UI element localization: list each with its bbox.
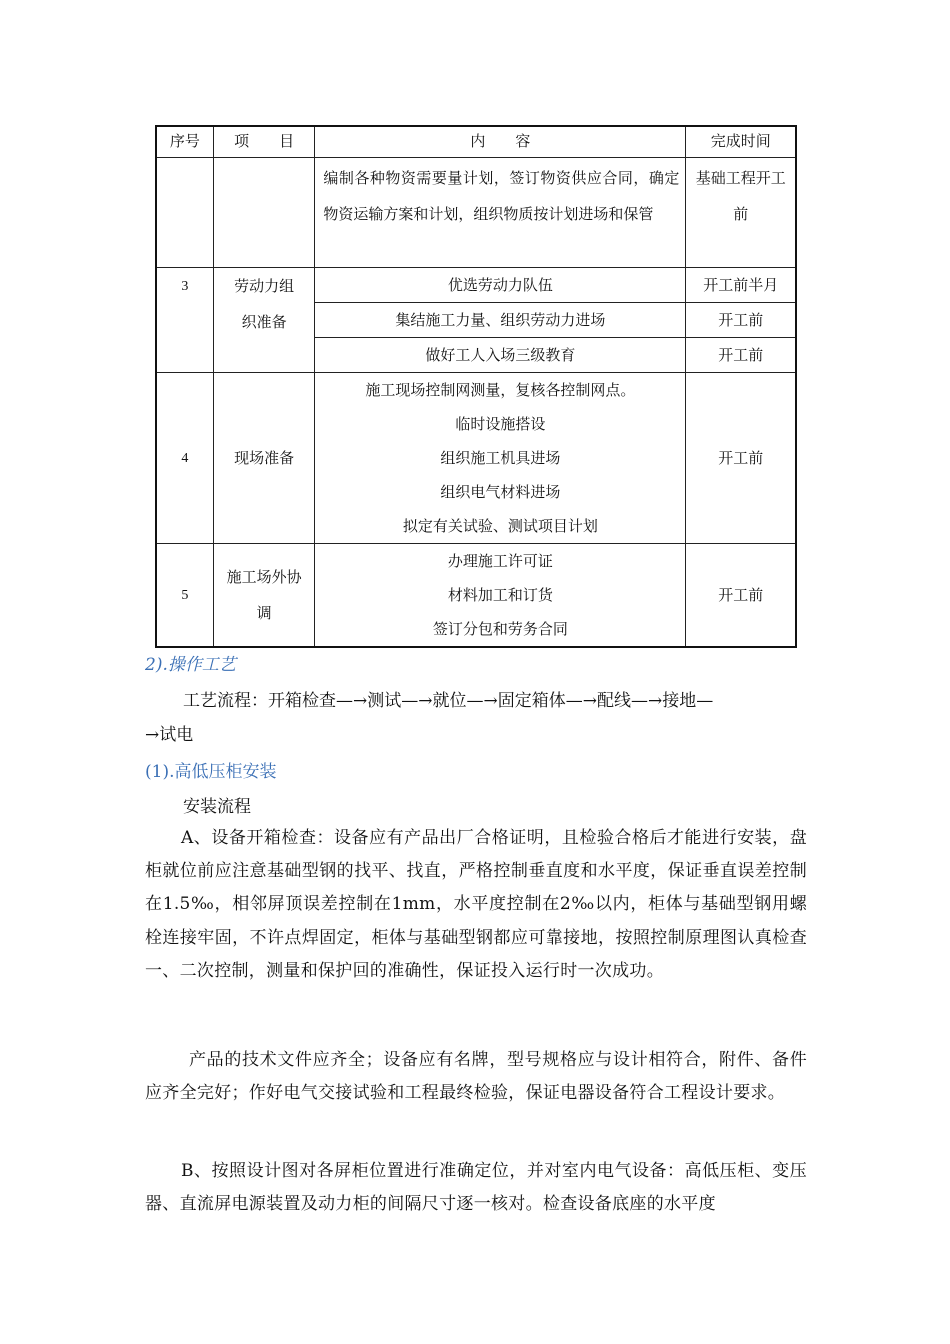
cell-content: 集结施工力量、组织劳动力进场 — [315, 303, 686, 338]
cell-item: 劳动力组织准备 — [213, 268, 315, 373]
header-item: 项 目 — [213, 126, 315, 158]
content-line: 材料加工和订货 — [447, 586, 553, 604]
header-time: 完成时间 — [686, 126, 796, 158]
cell-time: 基础工程开工前 — [686, 158, 796, 268]
content-line: 施工现场控制网测量，复核各控制网点。 — [365, 381, 636, 399]
content-line: 组织施工机具进场 — [440, 449, 561, 467]
install-flow-label: 安装流程 — [183, 797, 251, 817]
cell-item — [213, 158, 315, 268]
cell-content: 编制各种物资需要量计划，签订物资供应合同，确定物资运输方案和计划，组织物质按计划进场和保管 — [315, 158, 686, 268]
table-row — [156, 268, 796, 303]
process-flow-line2: →试电 — [145, 725, 194, 745]
cell-no: 5 — [156, 544, 213, 648]
cell-item: 现场准备 — [213, 373, 315, 544]
cell-content — [315, 544, 686, 648]
paragraph-b: 产品的技术文件应齐全；设备应有名牌，型号规格应与设计相符合，附件、备件应齐全完好；作好电气交接试验和工程最终检验，保证电器设备符合工程设计要求。 — [145, 1050, 807, 1104]
content-line: 组织电气材料进场 — [440, 483, 561, 501]
section-heading-operation: 2).操作工艺 — [145, 655, 236, 675]
cell-time: 开工前 — [686, 544, 796, 648]
cell-no: 3 — [156, 268, 213, 373]
cell-no — [156, 158, 213, 268]
paragraph-a: A、设备开箱检查：设备应有产品出厂合格证明，且检验合格后才能进行安装，盘柜就位前应注意基础型钢的找平、找直，严格控制垂直度和水平度，保证垂直误差控制在1.5‰，相邻屏顶误差控制在1mm，水平度控制在2‰以内，柜体与基础型钢用螺栓连接牢固，不许点焊固定，柜体与基础型钢都应可靠接地，按照控制原理图认真检查一、二次控制，测量和保护回的准确性，保证投入运行时一次成功。 — [145, 828, 807, 981]
cell-time: 开工前 — [686, 338, 796, 373]
table-row — [156, 158, 796, 268]
header-content: 内 容 — [315, 126, 686, 158]
section-heading-cabinet: (1).高低压柜安装 — [145, 762, 277, 782]
cell-content: 优选劳动力队伍 — [315, 268, 686, 303]
paragraph-c: B、按照设计图对各屏柜位置进行准确定位，并对室内电气设备：高低压柜、变压器、直流屏电源装置及动力柜的间隔尺寸逐一核对。检查设备底座的水平度 — [145, 1161, 807, 1215]
preparation-table — [155, 125, 797, 648]
cell-content — [315, 373, 686, 544]
table-header-row — [156, 126, 796, 158]
cell-time: 开工前 — [686, 373, 796, 544]
cell-no: 4 — [156, 373, 213, 544]
content-line: 办理施工许可证 — [447, 552, 553, 570]
cell-item: 施工场外协调 — [213, 544, 315, 648]
cell-content: 做好工人入场三级教育 — [315, 338, 686, 373]
content-line: 签订分包和劳务合同 — [432, 620, 568, 638]
process-flow-line1: 工艺流程：开箱检查—→测试—→就位—→固定箱体—→配线—→接地— — [183, 691, 714, 711]
table-row — [156, 373, 796, 544]
cell-time: 开工前 — [686, 303, 796, 338]
content-line: 临时设施搭设 — [455, 415, 546, 433]
cell-time: 开工前半月 — [686, 268, 796, 303]
header-no: 序号 — [156, 126, 213, 158]
content-line: 拟定有关试验、测试项目计划 — [402, 517, 598, 535]
table-row — [156, 544, 796, 648]
